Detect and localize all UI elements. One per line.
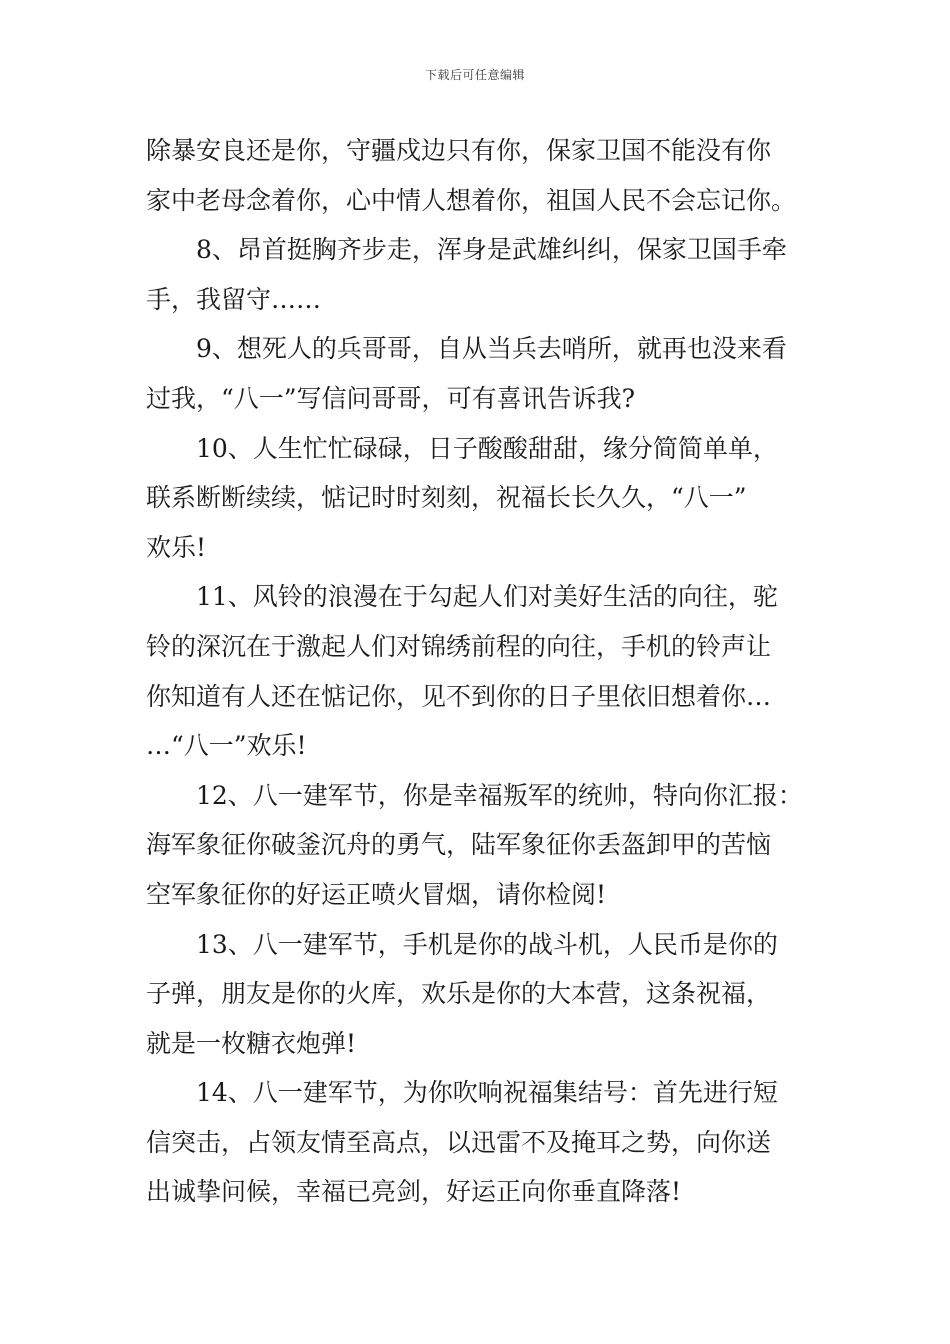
text-line: 空军象征你的好运正喷火冒烟，请你检阅! bbox=[146, 879, 607, 909]
text-line: 欢乐! bbox=[146, 532, 207, 562]
text-line: 海军象征你破釜沉舟的勇气，陆军象征你丢盔卸甲的苦恼 bbox=[146, 830, 772, 860]
page-header: 下载后可任意编辑 bbox=[424, 68, 525, 82]
text-line: …“八一”欢乐! bbox=[146, 731, 307, 761]
text-line: 13、八一建军节，手机是你的战斗机，人民币是你的 bbox=[196, 929, 778, 959]
text-line: 手，我留守…… bbox=[146, 284, 322, 314]
text-line: 12、八一建军节，你是幸福叛军的统帅，特向你汇报： bbox=[196, 780, 803, 810]
text-line: 过我，“八一”写信问哥哥，可有喜讯告诉我? bbox=[146, 383, 635, 413]
text-line: 家中老母念着你，心中情人想着你，祖国人民不会忘记你。 bbox=[146, 185, 797, 215]
text-line: 铃的深沉在于激起人们对锦绣前程的向往，手机的铃声让 bbox=[146, 631, 772, 661]
text-line: 11、风铃的浪漫在于勾起人们对美好生活的向往，驼 bbox=[196, 582, 778, 612]
text-line: 你知道有人还在惦记你，见不到你的日子里依旧想着你… bbox=[146, 681, 772, 711]
text-line: 9、想死人的兵哥哥，自从当兵去哨所，就再也没来看 bbox=[196, 334, 787, 364]
text-line: 8、昂首挺胸齐步走，浑身是武雄纠纠，保家卫国手牵 bbox=[196, 235, 787, 265]
text-line: 子弹，朋友是你的火库，欢乐是你的大本营，这条祝福， bbox=[146, 979, 772, 1009]
text-line: 出诚挚问候，幸福已亮剑，好运正向你垂直降落! bbox=[146, 1177, 682, 1207]
text-line: 除暴安良还是你，守疆戍边只有你，保家卫国不能没有你 bbox=[146, 136, 772, 165]
text-line: 就是一枚糖衣炮弹! bbox=[146, 1028, 357, 1058]
text-line: 信突击，占领友情至高点，以迅雷不及掩耳之势，向你送 bbox=[146, 1127, 772, 1157]
text-line: 联系断断续续，惦记时时刻刻，祝福长长久久，“八一” bbox=[146, 483, 747, 513]
text-line: 14、八一建军节，为你吹响祝福集结号：首先进行短 bbox=[196, 1078, 778, 1108]
document-body bbox=[146, 126, 808, 1217]
text-line: 10、人生忙忙碌碌，日子酸酸甜甜，缘分简简单单， bbox=[196, 433, 778, 463]
